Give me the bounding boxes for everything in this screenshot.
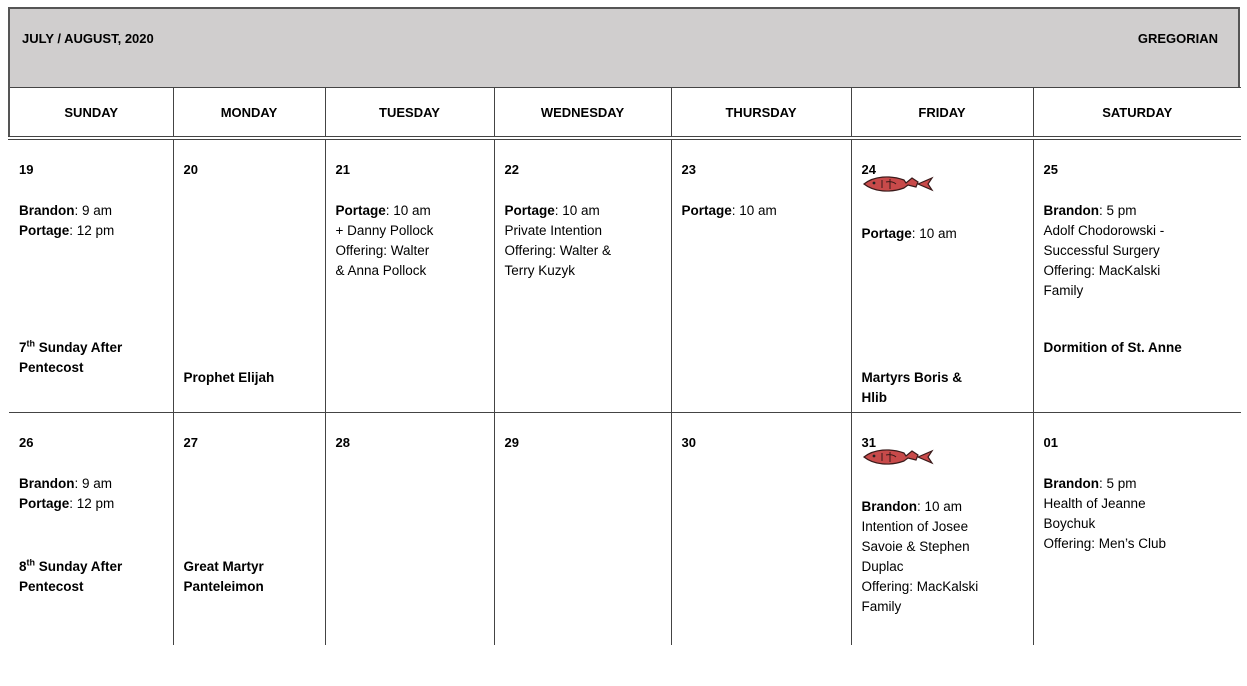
day-number: 21	[335, 162, 350, 177]
day-number: 22	[504, 162, 519, 177]
service-place: Brandon	[1043, 203, 1099, 218]
service-offering: Offering: MacKalski	[861, 579, 979, 594]
day-cell-23	[671, 138, 851, 413]
weekday-thursday: THURSDAY	[671, 88, 851, 139]
service-line	[862, 224, 1027, 244]
day-cell-22	[494, 138, 671, 413]
fish-icon	[860, 447, 936, 467]
service-intention: Adolf Chodorowski -	[1043, 223, 1165, 238]
feast-text: Pentecost	[19, 360, 84, 375]
service-place: Brandon	[861, 499, 917, 514]
service-intention: Private Intention	[504, 223, 603, 238]
weekday-sunday: SUNDAY	[9, 88, 173, 139]
service-place: Portage	[681, 203, 732, 218]
service-place: Portage	[504, 203, 555, 218]
weekday-tuesday: TUESDAY	[325, 88, 494, 139]
day-cell-30	[671, 413, 851, 646]
service-offering: Terry Kuzyk	[504, 263, 576, 278]
day-number: 20	[183, 162, 198, 177]
service-list	[1044, 201, 1236, 301]
feast-text: Great Martyr	[183, 559, 264, 574]
calendar-banner	[8, 7, 1240, 87]
weekday-header-row	[9, 88, 1241, 139]
service-place: Brandon	[1043, 476, 1099, 491]
service-time: : 10 am	[731, 203, 777, 218]
day-cell-01	[1033, 413, 1241, 646]
feast-text: Martyrs Boris &	[861, 370, 963, 385]
calendar-title: JULY / AUGUST, 2020	[22, 31, 154, 46]
day-number: 01	[1043, 435, 1058, 450]
service-time: : 9 am	[74, 203, 113, 218]
service-line	[1044, 474, 1236, 494]
week-row	[9, 138, 1241, 413]
week-row	[9, 413, 1241, 646]
day-cell-24	[851, 138, 1033, 413]
service-offering: Family	[861, 599, 902, 614]
service-place: Portage	[19, 496, 70, 511]
service-place: Brandon	[19, 476, 75, 491]
service-line	[336, 201, 488, 221]
service-offering: Offering: Walter &	[504, 243, 612, 258]
service-line	[862, 497, 1027, 517]
service-offering: Family	[1043, 283, 1084, 298]
day-number: 23	[681, 162, 696, 177]
day-cell-26	[9, 413, 173, 646]
service-time: : 5 pm	[1099, 476, 1137, 491]
service-offering: Offering: Men’s Club	[1043, 536, 1167, 551]
service-time: : 9 am	[74, 476, 113, 491]
day-cell-19	[9, 138, 173, 413]
day-cell-20	[173, 138, 325, 413]
weekday-wednesday: WEDNESDAY	[494, 88, 671, 139]
service-time: : 10 am	[385, 203, 431, 218]
feast-label	[862, 368, 1027, 408]
day-number: 24	[861, 162, 876, 177]
feast-ordinal-suffix: th	[26, 557, 36, 568]
day-cell-21	[325, 138, 494, 413]
service-intention: + Danny Pollock	[335, 223, 434, 238]
day-number: 26	[19, 435, 34, 450]
service-line	[19, 221, 167, 241]
day-number: 25	[1043, 162, 1058, 177]
service-time: : 10 am	[911, 226, 957, 241]
service-intention: Duplac	[861, 559, 904, 574]
day-cell-31	[851, 413, 1033, 646]
service-list	[682, 201, 845, 221]
service-intention: Health of Jeanne	[1043, 496, 1146, 511]
weekday-friday: FRIDAY	[851, 88, 1033, 139]
service-time: : 12 pm	[69, 223, 115, 238]
service-place: Brandon	[19, 203, 75, 218]
day-cell-29	[494, 413, 671, 646]
fish-icon	[860, 174, 936, 194]
service-list	[862, 497, 1027, 617]
feast-label	[19, 338, 167, 378]
service-intention: Boychuk	[1043, 516, 1096, 531]
day-cell-25	[1033, 138, 1241, 413]
feast-text: Sunday After	[35, 559, 123, 574]
service-list	[505, 201, 665, 281]
service-offering: Offering: MacKalski	[1043, 263, 1161, 278]
service-line	[19, 494, 167, 514]
feast-text: Sunday After	[35, 340, 123, 355]
service-line	[682, 201, 845, 221]
feast-label: Dormition of St. Anne	[1043, 340, 1182, 355]
feast-text: Pentecost	[19, 579, 84, 594]
service-time: : 10 am	[554, 203, 600, 218]
service-list	[336, 201, 488, 281]
day-number: 27	[183, 435, 198, 450]
day-cell-28	[325, 413, 494, 646]
service-offering: & Anna Pollock	[335, 263, 427, 278]
calendar-system: GREGORIAN	[1137, 31, 1218, 46]
service-intention: Savoie & Stephen	[861, 539, 970, 554]
service-offering: Offering: Walter	[335, 243, 430, 258]
feast-text: Hlib	[861, 390, 887, 405]
service-line	[19, 474, 167, 494]
day-number: 19	[19, 162, 34, 177]
service-list	[1044, 474, 1236, 554]
service-line	[505, 201, 665, 221]
service-time: : 5 pm	[1099, 203, 1137, 218]
day-number: 31	[861, 435, 876, 450]
weekday-monday: MONDAY	[173, 88, 325, 139]
feast-label: Prophet Elijah	[183, 370, 275, 385]
service-intention: Successful Surgery	[1043, 243, 1160, 258]
feast-ordinal: 7	[19, 340, 27, 355]
service-place: Portage	[19, 223, 70, 238]
service-time: : 10 am	[917, 499, 963, 514]
day-number: 30	[681, 435, 696, 450]
feast-label	[184, 557, 319, 597]
service-list	[19, 201, 167, 241]
service-line	[19, 201, 167, 221]
service-list	[19, 474, 167, 514]
calendar-grid	[8, 87, 1241, 645]
day-cell-27	[173, 413, 325, 646]
service-intention: Intention of Josee	[861, 519, 969, 534]
feast-text: Panteleimon	[183, 579, 264, 594]
service-line	[1044, 201, 1236, 221]
weekday-saturday: SATURDAY	[1033, 88, 1241, 139]
feast-ordinal: 8	[19, 559, 27, 574]
feast-ordinal-suffix: th	[26, 338, 36, 349]
service-place: Portage	[861, 226, 912, 241]
day-number: 29	[504, 435, 519, 450]
day-number: 28	[335, 435, 350, 450]
service-list	[862, 224, 1027, 244]
service-place: Portage	[335, 203, 386, 218]
service-time: : 12 pm	[69, 496, 115, 511]
feast-label	[19, 557, 167, 597]
